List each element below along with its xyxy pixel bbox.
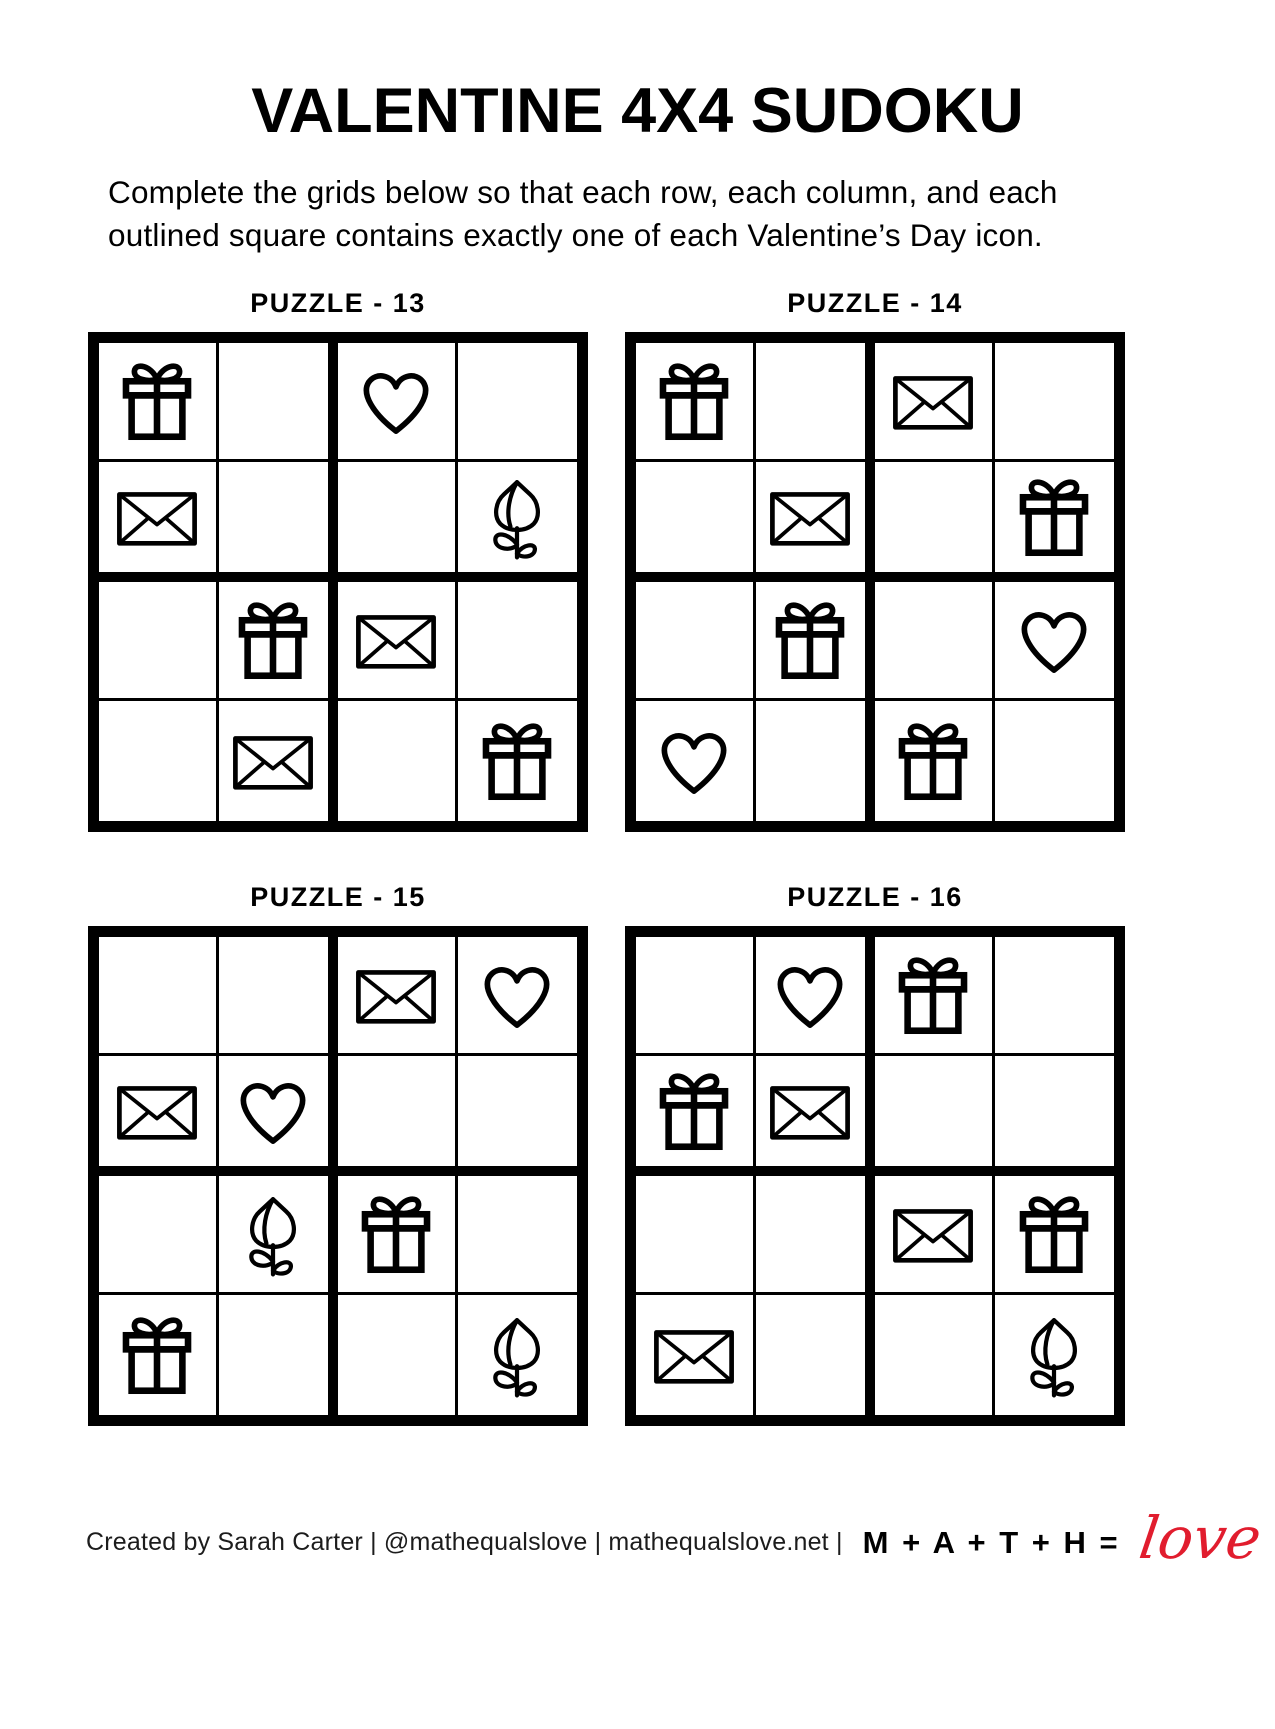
gift-icon	[110, 354, 204, 448]
love-script-text: love	[1135, 1504, 1266, 1572]
love-script-logo	[1135, 1504, 1266, 1576]
envelope-icon	[886, 1187, 980, 1281]
grid-cell-envelope[interactable]	[219, 701, 339, 821]
grid-cell-empty[interactable]	[338, 462, 458, 582]
grid-cell-empty[interactable]	[99, 937, 219, 1057]
grid-cell-envelope[interactable]	[756, 1056, 876, 1176]
envelope-icon	[763, 470, 857, 564]
grid-cell-empty[interactable]	[756, 343, 876, 463]
puzzle	[88, 288, 588, 832]
gift-icon	[886, 948, 980, 1042]
grid-cell-envelope[interactable]	[875, 343, 995, 463]
heart-icon	[349, 354, 443, 448]
puzzle-title: PUZZLE - 16	[787, 881, 963, 912]
grid-cell-heart[interactable]	[219, 1056, 339, 1176]
grid-cell-empty[interactable]	[636, 462, 756, 582]
grid-cell-envelope[interactable]	[338, 937, 458, 1057]
envelope-icon	[763, 1064, 857, 1158]
grid-cell-empty[interactable]	[458, 1176, 578, 1296]
gift-icon	[1007, 470, 1101, 564]
grid-cell-empty[interactable]	[219, 462, 339, 582]
grid-cell-empty[interactable]	[756, 701, 876, 821]
heart-icon	[763, 948, 857, 1042]
gift-icon	[110, 1308, 204, 1402]
grid-cell-empty[interactable]	[995, 1056, 1115, 1176]
rose-icon	[470, 470, 564, 564]
grid-cell-empty[interactable]	[458, 582, 578, 702]
grid-cell-gift[interactable]	[636, 1056, 756, 1176]
grid-cell-empty[interactable]	[875, 1295, 995, 1415]
grid-cell-empty[interactable]	[756, 1295, 876, 1415]
gift-icon	[763, 593, 857, 687]
gift-icon	[647, 1064, 741, 1158]
grid-cell-empty[interactable]	[636, 937, 756, 1057]
grid-cell-gift[interactable]	[99, 1295, 219, 1415]
gift-icon	[470, 714, 564, 808]
grid-cell-heart[interactable]	[338, 343, 458, 463]
gift-icon	[886, 714, 980, 808]
gift-icon	[349, 1187, 443, 1281]
envelope-icon	[349, 593, 443, 687]
grid-cell-empty[interactable]	[995, 937, 1115, 1057]
sudoku-grid	[88, 926, 588, 1426]
grid-cell-gift[interactable]	[458, 701, 578, 821]
grid-cell-empty[interactable]	[458, 343, 578, 463]
grid-cell-envelope[interactable]	[338, 582, 458, 702]
grid-cell-empty[interactable]	[99, 701, 219, 821]
footer	[86, 1504, 1275, 1576]
worksheet-page	[0, 76, 1275, 1576]
grid-cell-envelope[interactable]	[99, 462, 219, 582]
grid-cell-gift[interactable]	[99, 343, 219, 463]
grid-cell-empty[interactable]	[338, 1295, 458, 1415]
grid-cell-heart[interactable]	[636, 701, 756, 821]
grid-cell-envelope[interactable]	[756, 462, 876, 582]
rose-icon	[226, 1187, 320, 1281]
puzzle	[625, 882, 1125, 1426]
envelope-icon	[647, 1308, 741, 1402]
sudoku-grid	[625, 332, 1125, 832]
grid-cell-empty[interactable]	[995, 701, 1115, 821]
grid-cell-rose[interactable]	[219, 1176, 339, 1296]
puzzle-title: PUZZLE - 13	[250, 287, 426, 318]
grid-cell-rose[interactable]	[458, 1295, 578, 1415]
grid-cell-empty[interactable]	[99, 582, 219, 702]
envelope-icon	[349, 948, 443, 1042]
grid-cell-envelope[interactable]	[636, 1295, 756, 1415]
grid-cell-heart[interactable]	[995, 582, 1115, 702]
sudoku-grid	[88, 332, 588, 832]
grid-cell-heart[interactable]	[458, 937, 578, 1057]
grid-cell-empty[interactable]	[995, 343, 1115, 463]
heart-icon	[1007, 593, 1101, 687]
grid-cell-rose[interactable]	[458, 462, 578, 582]
puzzle-title: PUZZLE - 14	[787, 287, 963, 318]
grid-cell-empty[interactable]	[99, 1176, 219, 1296]
heart-icon	[647, 714, 741, 808]
grid-cell-empty[interactable]	[756, 1176, 876, 1296]
gift-icon	[1007, 1187, 1101, 1281]
grid-cell-empty[interactable]	[219, 343, 339, 463]
credit-text: Created by Sarah Carter | @mathequalslove | mathequalslove.net |	[86, 1528, 843, 1557]
puzzle-area	[88, 288, 1275, 1426]
grid-cell-envelope[interactable]	[99, 1056, 219, 1176]
puzzle	[625, 288, 1125, 832]
grid-cell-gift[interactable]	[338, 1176, 458, 1296]
envelope-icon	[886, 354, 980, 448]
grid-cell-empty[interactable]	[458, 1056, 578, 1176]
puzzle	[88, 882, 588, 1426]
rose-icon	[1007, 1308, 1101, 1402]
grid-cell-empty[interactable]	[219, 1295, 339, 1415]
grid-cell-gift[interactable]	[875, 701, 995, 821]
grid-cell-heart[interactable]	[756, 937, 876, 1057]
gift-icon	[647, 354, 741, 448]
heart-icon	[226, 1064, 320, 1158]
grid-cell-envelope[interactable]	[875, 1176, 995, 1296]
grid-cell-rose[interactable]	[995, 1295, 1115, 1415]
grid-cell-empty[interactable]	[338, 1056, 458, 1176]
heart-icon	[470, 948, 564, 1042]
rose-icon	[470, 1308, 564, 1402]
page-title: VALENTINE 4X4 SUDOKU	[251, 76, 1024, 146]
sudoku-grid	[625, 926, 1125, 1426]
grid-cell-empty[interactable]	[875, 582, 995, 702]
grid-cell-gift[interactable]	[219, 582, 339, 702]
grid-cell-gift[interactable]	[756, 582, 876, 702]
grid-cell-gift[interactable]	[995, 462, 1115, 582]
gift-icon	[226, 593, 320, 687]
math-equation: M + A + T + H =	[862, 1524, 1121, 1560]
grid-cell-gift[interactable]	[875, 937, 995, 1057]
grid-cell-empty[interactable]	[875, 1056, 995, 1176]
grid-cell-empty[interactable]	[338, 701, 458, 821]
grid-cell-empty[interactable]	[875, 462, 995, 582]
grid-cell-empty[interactable]	[219, 937, 339, 1057]
grid-cell-empty[interactable]	[636, 582, 756, 702]
puzzle-title: PUZZLE - 15	[250, 881, 426, 912]
grid-cell-gift[interactable]	[636, 343, 756, 463]
envelope-icon	[226, 714, 320, 808]
grid-cell-gift[interactable]	[995, 1176, 1115, 1296]
grid-cell-empty[interactable]	[636, 1176, 756, 1296]
instructions-text: Complete the grids below so that each row, each column, and each outlined square contains exactly one of each Valentine’s Day icon.	[108, 174, 1058, 254]
envelope-icon	[110, 1064, 204, 1158]
envelope-icon	[110, 470, 204, 564]
